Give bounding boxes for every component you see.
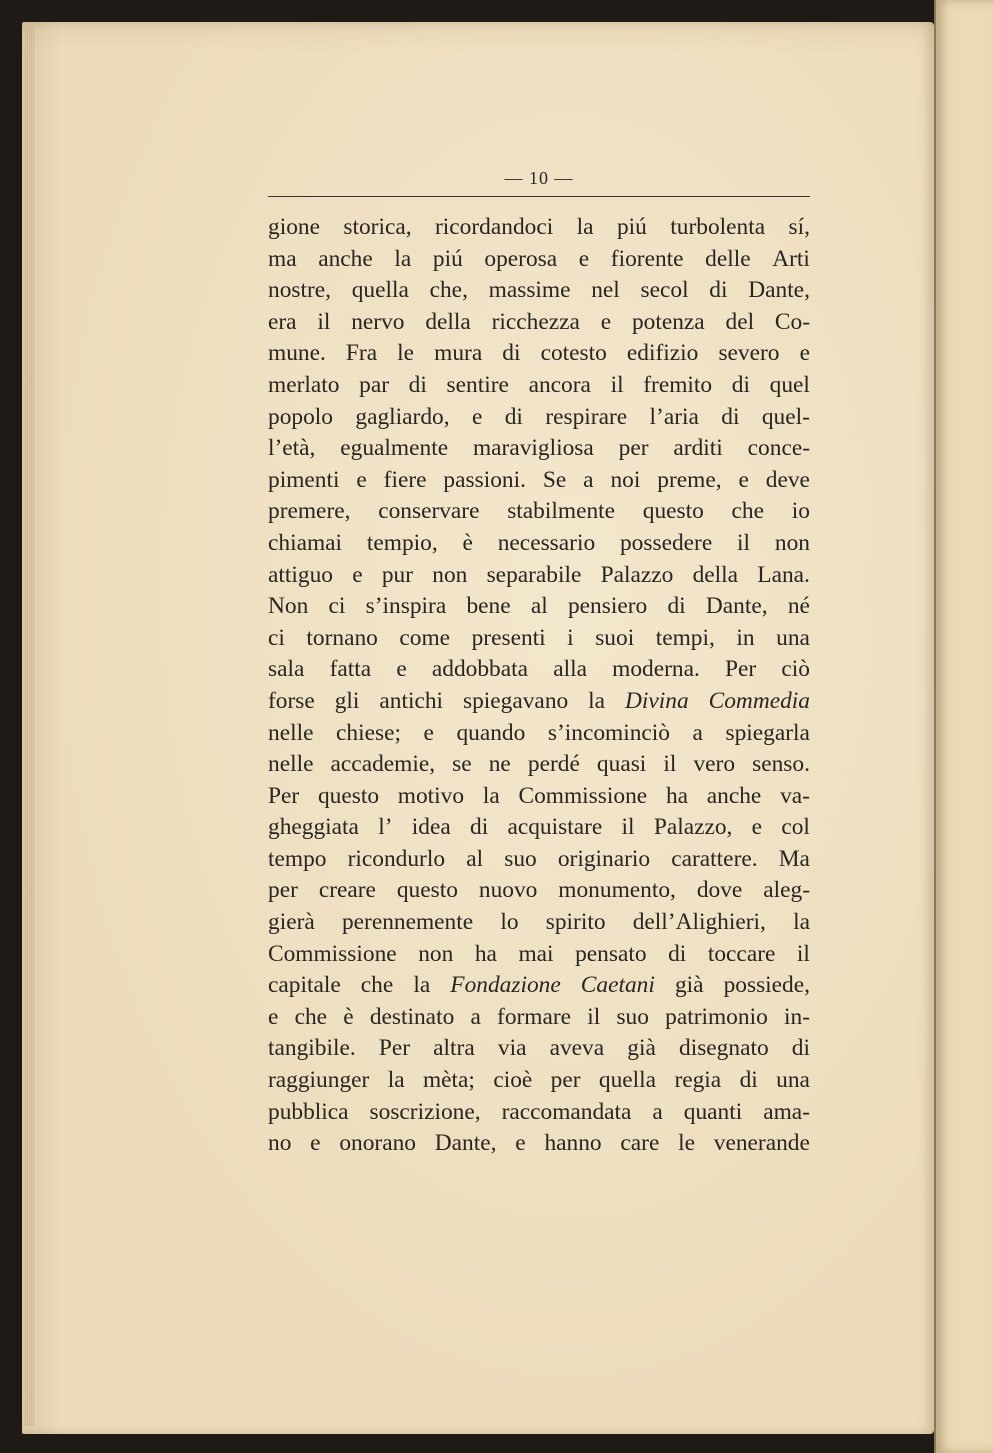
word: di <box>667 593 686 620</box>
word: venerande <box>713 1130 810 1157</box>
word: in- <box>783 1003 810 1030</box>
word: preme, <box>657 466 722 493</box>
word: in <box>736 624 755 651</box>
word: la <box>394 245 412 272</box>
word: accademie, <box>330 751 436 778</box>
word: per <box>618 435 649 462</box>
word: non <box>418 940 454 967</box>
word: e <box>310 1130 321 1157</box>
word: senso. <box>752 751 810 778</box>
word: chiese; <box>336 719 401 746</box>
word: di <box>668 940 687 967</box>
word: quel <box>769 371 810 398</box>
word: regia <box>674 1067 722 1094</box>
italic-word: Caetani <box>580 972 655 999</box>
word: toccare <box>707 940 776 967</box>
word: piú <box>616 214 647 240</box>
word: Palazzo, <box>653 814 733 841</box>
word: passioni. <box>443 466 526 493</box>
word: ha <box>474 940 497 967</box>
word: gierà <box>268 909 315 936</box>
word: di <box>709 277 728 304</box>
word: maravigliosa <box>472 435 594 462</box>
word: premere, <box>268 498 351 525</box>
word: nostre, <box>268 277 332 304</box>
word: quanti <box>683 1098 743 1125</box>
word: ci <box>328 593 346 620</box>
word: vero <box>693 751 736 778</box>
word: Per <box>268 782 300 809</box>
word: di <box>504 403 523 430</box>
word: dove <box>696 877 743 904</box>
word: il <box>587 1003 601 1030</box>
word: secol <box>640 277 689 304</box>
word: patrimonio <box>665 1003 768 1030</box>
italic-word: Divina <box>625 687 689 714</box>
word: ne <box>488 751 511 778</box>
body-text <box>268 212 810 1160</box>
word: ci <box>268 624 285 651</box>
word: il <box>610 371 624 398</box>
word: era <box>268 308 297 335</box>
text-line <box>268 654 810 686</box>
word: Se <box>542 466 567 493</box>
word: suoi <box>595 624 635 651</box>
word: formare <box>497 1003 572 1030</box>
word: mune. <box>268 340 326 367</box>
word: disegnato <box>679 1035 769 1062</box>
word: la <box>413 972 431 999</box>
word: pensiero <box>567 593 648 620</box>
word: fiorente <box>610 245 684 272</box>
text-line <box>268 686 810 718</box>
word: sí, <box>788 214 810 240</box>
word: ama- <box>763 1098 810 1125</box>
word: Dante, <box>434 1130 497 1157</box>
text-line <box>268 907 810 939</box>
word: ricondurlo <box>347 845 446 872</box>
word: e <box>578 245 590 272</box>
word: ha <box>665 782 689 809</box>
word: quella <box>598 1067 657 1094</box>
word: e <box>352 561 363 588</box>
word: ciò <box>781 656 810 683</box>
word: il <box>737 529 751 556</box>
word: separabile <box>486 561 582 588</box>
page-edges <box>24 26 34 1426</box>
word: acquistare <box>507 814 603 841</box>
word: idea <box>411 814 451 841</box>
word: nelle <box>268 719 314 746</box>
word: Lana. <box>757 561 810 588</box>
word: Per <box>378 1035 411 1062</box>
word: Dante, <box>748 277 810 304</box>
word: operosa <box>484 245 558 272</box>
word: originario <box>557 845 651 872</box>
word: il <box>663 751 677 778</box>
word: nel <box>591 277 620 304</box>
text-line <box>268 212 810 244</box>
word: care <box>620 1130 660 1157</box>
word: sentire <box>446 371 509 398</box>
word: pensato <box>575 940 647 967</box>
next-page-edge <box>934 0 993 1453</box>
word: potenza <box>631 308 705 335</box>
word: gione <box>268 214 320 240</box>
word: già <box>674 972 704 999</box>
word: Fra <box>345 340 378 367</box>
word: col <box>781 814 810 841</box>
word: spiegarla <box>725 719 810 746</box>
word: alla <box>553 656 587 683</box>
word: non <box>432 561 468 588</box>
text-line <box>268 402 810 434</box>
word: fatta <box>329 656 372 683</box>
word: perdé <box>527 751 580 778</box>
word: chiamai <box>268 529 343 556</box>
text-line <box>268 875 810 907</box>
word: nelle <box>268 751 314 778</box>
word: monumento, <box>558 877 676 904</box>
text-line <box>268 338 810 370</box>
word: Ma <box>778 845 810 872</box>
italic-word: Commedia <box>708 687 810 714</box>
word: e <box>471 403 483 430</box>
word: di <box>721 403 740 430</box>
word: hanno <box>544 1130 602 1157</box>
word: e <box>356 466 367 493</box>
page-number: — 10 — <box>504 168 574 188</box>
word: la <box>793 909 810 936</box>
word: onorano <box>339 1130 416 1157</box>
text-line <box>268 244 810 276</box>
word: suo <box>616 1003 649 1030</box>
text-line <box>268 1128 810 1160</box>
word: a <box>652 1098 663 1125</box>
word: destinato <box>369 1003 455 1030</box>
word: arditi <box>673 435 723 462</box>
word: Co- <box>774 308 810 335</box>
text-line <box>268 1065 810 1097</box>
word: la <box>576 214 594 240</box>
word: piú <box>432 245 463 272</box>
word: ma <box>268 245 297 272</box>
word: antichi <box>379 687 444 714</box>
word: par <box>359 371 389 398</box>
word: Palazzo <box>600 561 674 588</box>
word: perennemente <box>341 909 474 936</box>
word: ricordandoci <box>435 214 554 240</box>
word: aveva <box>549 1035 605 1062</box>
word: per <box>550 1067 581 1094</box>
word: è <box>343 1003 354 1030</box>
word: spirito <box>545 909 606 936</box>
word: respirare <box>545 403 628 430</box>
word: mèta; <box>422 1067 475 1094</box>
word: gagliardo, <box>355 403 450 430</box>
word: stabilmente <box>507 498 616 525</box>
word: di <box>731 371 750 398</box>
word: della <box>692 561 739 588</box>
word: questo <box>317 782 380 809</box>
word: una <box>776 624 810 651</box>
word: necessario <box>497 529 596 556</box>
word: Commissione <box>268 940 397 967</box>
word: pimenti <box>268 466 340 493</box>
word: raggiunger <box>268 1067 370 1094</box>
word: nervo <box>351 308 405 335</box>
word: forse <box>268 687 315 714</box>
text-line <box>268 433 810 465</box>
text-line <box>268 718 810 750</box>
word: spiegavano <box>462 687 569 714</box>
word: attiguo <box>268 561 333 588</box>
word: già <box>627 1035 656 1062</box>
word: tornano <box>306 624 378 651</box>
word: popolo <box>268 403 333 430</box>
word: è <box>462 529 473 556</box>
word: le <box>678 1130 695 1157</box>
word: possedere <box>619 529 713 556</box>
word: l’ <box>378 814 393 841</box>
word: Per <box>725 656 757 683</box>
word: e <box>268 1003 279 1030</box>
word: come <box>399 624 451 651</box>
text-line <box>268 1097 810 1129</box>
word: conservare <box>378 498 480 525</box>
word: l’aria <box>649 403 699 430</box>
word: tempo <box>268 845 327 872</box>
word: deve <box>765 466 810 493</box>
word: una <box>776 1067 810 1094</box>
word: edifizio <box>626 340 699 367</box>
word: del <box>725 308 755 335</box>
word: capitale <box>268 972 341 999</box>
word: di <box>739 1067 758 1094</box>
word: s’incominciò <box>547 719 670 746</box>
text-line <box>268 623 810 655</box>
word: la <box>387 1067 405 1094</box>
word: il <box>796 940 810 967</box>
word: al <box>530 593 548 620</box>
word: noi <box>610 466 641 493</box>
word: il <box>317 308 331 335</box>
word: che <box>731 498 765 525</box>
word: che, <box>429 277 468 304</box>
word: né <box>787 593 810 620</box>
word: suo <box>504 845 537 872</box>
word: che <box>294 1003 328 1030</box>
text-line <box>268 496 810 528</box>
word: e <box>738 466 749 493</box>
word: creare <box>318 877 376 904</box>
text-line <box>268 465 810 497</box>
word: pur <box>381 561 414 588</box>
word: non <box>774 529 810 556</box>
word: conce- <box>747 435 810 462</box>
word: mai <box>518 940 554 967</box>
word: sala <box>268 656 305 683</box>
word: di <box>408 371 427 398</box>
word: lo <box>500 909 519 936</box>
word: e <box>396 656 407 683</box>
word: tangibile. <box>268 1035 356 1062</box>
word: fiere <box>383 466 427 493</box>
word: carattere. <box>671 845 758 872</box>
word: turbolenta <box>670 214 766 240</box>
word: questo <box>396 877 458 904</box>
word: io <box>791 498 810 525</box>
word: al <box>466 845 484 872</box>
word: l’età, <box>268 435 316 462</box>
text-line <box>268 939 810 971</box>
text-line <box>268 781 810 813</box>
word: cioè <box>493 1067 533 1094</box>
word: e <box>799 340 810 367</box>
text-line <box>268 970 810 1002</box>
word: tempio, <box>366 529 438 556</box>
word: e <box>600 308 612 335</box>
word: bene <box>466 593 511 620</box>
word: quasi <box>596 751 647 778</box>
text-line <box>268 560 810 592</box>
word: quando <box>456 719 526 746</box>
text-line <box>268 307 810 339</box>
word: addobbata <box>431 656 529 683</box>
word: questo <box>642 498 704 525</box>
word: delle <box>705 245 751 272</box>
italic-word: Fondazione <box>450 972 561 999</box>
word: di <box>470 814 489 841</box>
text-line <box>268 275 810 307</box>
word: va- <box>780 782 810 809</box>
word: Arti <box>772 245 810 272</box>
word: nuovo <box>478 877 538 904</box>
text-line <box>268 591 810 623</box>
word: ricchezza <box>491 308 580 335</box>
word: altra <box>433 1035 475 1062</box>
word: dell’Alighieri, <box>632 909 766 936</box>
text-line <box>268 1033 810 1065</box>
word: di <box>502 340 521 367</box>
word: per <box>268 877 298 904</box>
word: severo <box>718 340 780 367</box>
word: e <box>423 719 434 746</box>
word: no <box>268 1130 292 1157</box>
word: presenti <box>471 624 546 651</box>
word: di <box>791 1035 810 1062</box>
header-rule <box>268 196 810 197</box>
word: raccomandata <box>501 1098 632 1125</box>
word: cotesto <box>540 340 607 367</box>
word: tempi, <box>655 624 715 651</box>
word: e <box>515 1130 526 1157</box>
word: della <box>425 308 471 335</box>
word: Non <box>268 593 309 620</box>
word: ancora <box>528 371 591 398</box>
word: massime <box>488 277 571 304</box>
word: le <box>397 340 415 367</box>
word: pubblica <box>268 1098 349 1125</box>
word: moderna. <box>612 656 700 683</box>
word: i <box>567 624 574 651</box>
word: possiede, <box>723 972 810 999</box>
word: a <box>583 466 594 493</box>
text-line <box>268 528 810 560</box>
word: a <box>470 1003 481 1030</box>
word: motivo <box>397 782 465 809</box>
word: storica, <box>343 214 412 240</box>
word: Dante, <box>705 593 768 620</box>
word: anche <box>318 245 373 272</box>
word: Commissione <box>518 782 648 809</box>
word: egualmente <box>340 435 449 462</box>
text-line <box>268 812 810 844</box>
word: gli <box>334 687 360 714</box>
word: che <box>360 972 394 999</box>
word: quella <box>351 277 409 304</box>
word: mura <box>434 340 483 367</box>
word: quel- <box>761 403 810 430</box>
word: fremito <box>643 371 713 398</box>
word: via <box>497 1035 527 1062</box>
word: la <box>482 782 500 809</box>
word: la <box>588 687 606 714</box>
text-line <box>268 844 810 876</box>
text-line <box>268 749 810 781</box>
text-line <box>268 370 810 402</box>
word: gheggiata <box>268 814 359 841</box>
word: se <box>452 751 472 778</box>
word: anche <box>706 782 762 809</box>
word: il <box>621 814 635 841</box>
word: soscrizione, <box>369 1098 481 1125</box>
word: s’inspira <box>365 593 447 620</box>
text-line <box>268 1002 810 1034</box>
word: e <box>751 814 763 841</box>
word: merlato <box>268 371 340 398</box>
word: aleg- <box>763 877 810 904</box>
word: a <box>692 719 703 746</box>
